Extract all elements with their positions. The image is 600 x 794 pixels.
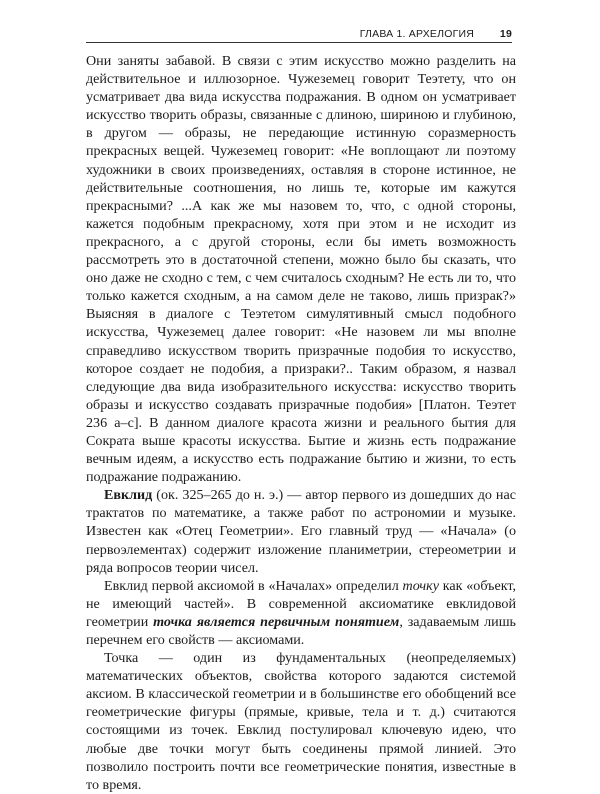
axiom-text-1: Евклид первой аксиомой в «Началах» определил [104,577,403,594]
term-primitive-concept: точка является первичным понятием [153,613,400,630]
chapter-title: ГЛАВА 1. АРХЕЛОГИЯ [359,28,474,40]
page-body [86,52,516,794]
axiom-text-2: как «объект, не имеющий частей». В современной аксиоматике евклидовой геометрии [86,577,516,630]
euclid-description: (ок. 325–265 до н. э.) — автор первого из дошедших до нас трактатов по математике, а также работ по астрономии и музыке. Известен как «Отец Геометрии». Его главный труд — «Начала» (о первоэлементах) содержит изложение планиметрии, стереометрии и ряда вопросов теории чисел. [86,487,516,576]
header-rule [86,42,512,43]
running-header [86,28,512,42]
axiom-text-3: , задаваемым лишь перечнем его свойств — аксиомами. [86,613,516,648]
page-number: 19 [499,28,512,40]
paragraph-euclid [86,486,516,576]
term-point: точку [402,577,439,594]
paragraph-point: Точка — один из фундаментальных (неопределяемых) математических объектов, свойства которого задаются системой аксиом. В классической геометрии и в большинстве его обобщений все геометрические фигуры (прямые, кривые, тела и т. д.) считаются состоящими из точек. Евклид постулировал ключевую идею, что любые две точки могут быть соединены прямой линией. Это позволило построить почти все геометрические понятия, известные в то время. [86,650,516,793]
paragraph-plato: Они заняты забавой. В связи с этим искусство можно разделить на действительное и иллюзорное. Чужеземец говорит Теэтету, что он усматривает два вида искусства подражания. В одном он усматривает искусство творить образы, связанные с длиною, шириною и глубиною, в другом — образы, не передающие истинную соразмерность прекрасных вещей. Чужеземец говорит: «Не воплощают ли поэтому художники в своих произведениях, оставляя в стороне истинное, не действительные соотношения, но лишь те, которые им кажутся прекрасными? ...А как же мы назовем то, что, с одной стороны, кажется подобным прекрасному, хотя при этом и не исходит из прекрасного, а с другой стороны, если бы иметь возможность рассмотреть это в достаточной степени, можно было бы сказать, что оно даже не сходно с тем, с чем считалось сходным? Не есть ли то, что только кажется сходным, а на самом деле не таково, лишь призрак?» Выясняя в диалоге с Теэтетом симулятивный смысл подобного искусства, Чужеземец далее говорит: «Не назовем ли мы вполне справедливо искусством творить призрачные подобия то искусство, которое создает не подобия, а призраки?.. Таким образом, я назвал следующие два вида изобразительного искусства: искусство творить образы и искусство создавать призрачные подобия» [Платон. Теэтет 236 а–с]. В данном диалоге красота жизни и реального бытия для Сократа выше красоты искусства. Бытие и жизнь есть подражание вечным идеям, а искусство есть подражание бытию и жизни, то есть подражание подражанию. [86,53,516,486]
paragraph-axiom [86,577,516,649]
term-euclid: Евклид [104,487,153,504]
